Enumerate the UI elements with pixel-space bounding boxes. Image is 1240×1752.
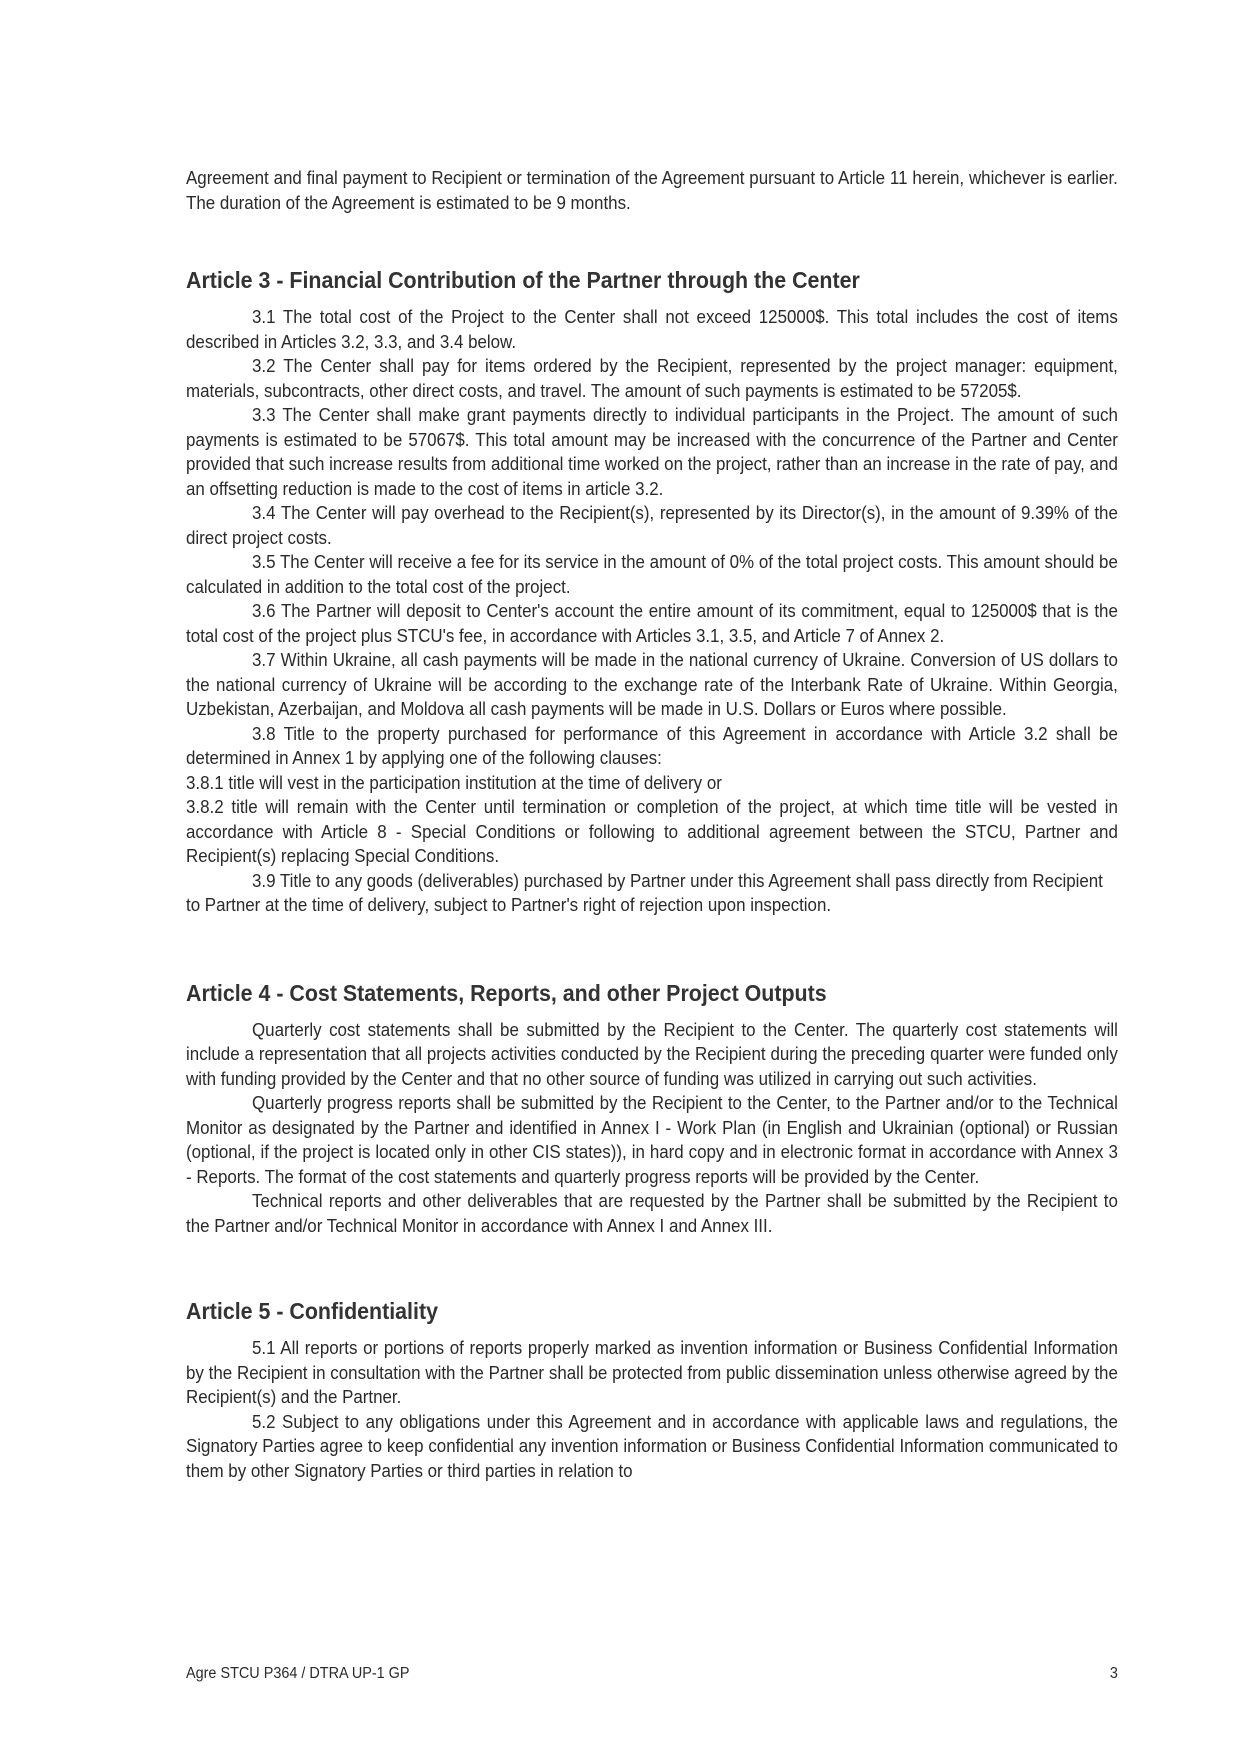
page-number: 3 xyxy=(1109,1665,1118,1682)
article-5-heading: Article 5 - Confidentiality xyxy=(186,1298,438,1324)
document-reference: Agre STCU P364 / DTRA UP-1 GP xyxy=(186,1665,410,1682)
article-4-heading: Article 4 - Cost Statements, Reports, and other Project Outputs xyxy=(186,979,827,1006)
clause-5-2: 5.2 Subject to any obligations under this Agreement and in accordance with applicable laws and regulations, the Signatory Parties agree to keep confidential any invention information or Business Confidential Information communicated to them by other Signatory Parties or third parties in relation to xyxy=(186,1411,1118,1481)
clause-3-9: 3.9 Title to any goods (deliverables) purchased by Partner under this Agreement shall pass directly from Recipient to Partner at the time of delivery, subject to Partner's right of rejection upon inspection. xyxy=(186,870,1103,915)
article-3-heading: Article 3 - Financial Contribution of the Partner through the Center xyxy=(186,267,860,293)
clause-3-4: 3.4 The Center will pay overhead to the Recipient(s), represented by its Director(s), in the amount of 9.39% of the direct project costs. xyxy=(186,503,1118,548)
clause-3-8-1: 3.8.1 title will vest in the participation institution at the time of delivery or xyxy=(186,772,722,793)
page-footer xyxy=(186,1662,1118,1687)
clause-5-1: 5.1 All reports or portions of reports properly marked as invention information or Business Confidential Information by the Recipient in consultation with the Partner shall be protected from public dissemination unless otherwise agreed by the Recipient(s) and the Partner. xyxy=(186,1338,1118,1407)
clause-3-3: 3.3 The Center shall make grant payments directly to individual participants in the Project. The amount of such payments is estimated to be 57067$. This total amount may be increased with the concurrence of the Partner and Center provided that such increase results from additional time worked on the project, rather than an increase in the rate of pay, and an offsetting reduction is made to the cost of items in article 3.2. xyxy=(186,405,1118,499)
clause-3-6: 3.6 The Partner will deposit to Center's account the entire amount of its commitment, equal to 125000$ that is the total cost of the project plus STCU's fee, in accordance with Articles 3.1, 3.5, and Article 7 of Annex 2. xyxy=(186,601,1118,646)
clause-3-1: 3.1 The total cost of the Project to the Center shall not exceed 125000$. This total includes the cost of items described in Articles 3.2, 3.3, and 3.4 below. xyxy=(186,307,1118,352)
article-4-paragraph-1: Quarterly cost statements shall be submitted by the Recipient to the Center. The quarterly cost statements will include a representation that all projects activities conducted by the Recipient during the preceding quarter were funded only with funding provided by the Center and that no other source of funding was utilized in carrying out such activities. xyxy=(186,1019,1118,1089)
clause-3-8-2: 3.8.2 title will remain with the Center until termination or completion of the project, at which time title will be vested in accordance with Article 8 - Special Conditions or following to additional agreement between the STCU, Partner and Recipient(s) replacing Special Conditions. xyxy=(186,797,1118,866)
clause-3-8: 3.8 Title to the property purchased for performance of this Agreement in accordance with Article 3.2 shall be determined in Annex 1 by applying one of the following clauses: xyxy=(186,723,1118,768)
clause-3-5: 3.5 The Center will receive a fee for its service in the amount of 0% of the total project costs. This amount should be calculated in addition to the total cost of the project. xyxy=(186,552,1118,597)
document-page xyxy=(186,166,1118,1682)
intro-paragraph: Agreement and final payment to Recipient or termination of the Agreement pursuant to Article 11 herein, whichever is earlier. The duration of the Agreement is estimated to be 9 months. xyxy=(186,168,1118,213)
article-4-paragraph-2: Quarterly progress reports shall be submitted by the Recipient to the Center, to the Partner and/or to the Technical Monitor as designated by the Partner and identified in Annex I - Work Plan (in English and Ukrainian (optional) or Russian (optional, if the project is located only in other CIS states)), in hard copy and in electronic format in accordance with Annex 3 - Reports. The format of the cost statements and quarterly progress reports will be provided by the Center. xyxy=(186,1093,1118,1187)
clause-3-7: 3.7 Within Ukraine, all cash payments will be made in the national currency of Ukraine. Conversion of US dollars to the national currency of Ukraine will be according to the exchange rate of the Interbank Rate of Ukraine. Within Georgia, Uzbekistan, Azerbaijan, and Moldova all cash payments will be made in U.S. Dollars or Euros where possible. xyxy=(186,650,1118,719)
article-4-paragraph-3: Technical reports and other deliverables that are requested by the Partner shall be submitted by the Recipient to the Partner and/or Technical Monitor in accordance with Annex I and Annex III. xyxy=(186,1191,1118,1236)
clause-3-2: 3.2 The Center shall pay for items ordered by the Recipient, represented by the project manager: equipment, materials, subcontracts, other direct costs, and travel. The amount of such payments is estimated to be 57205$. xyxy=(186,356,1118,401)
